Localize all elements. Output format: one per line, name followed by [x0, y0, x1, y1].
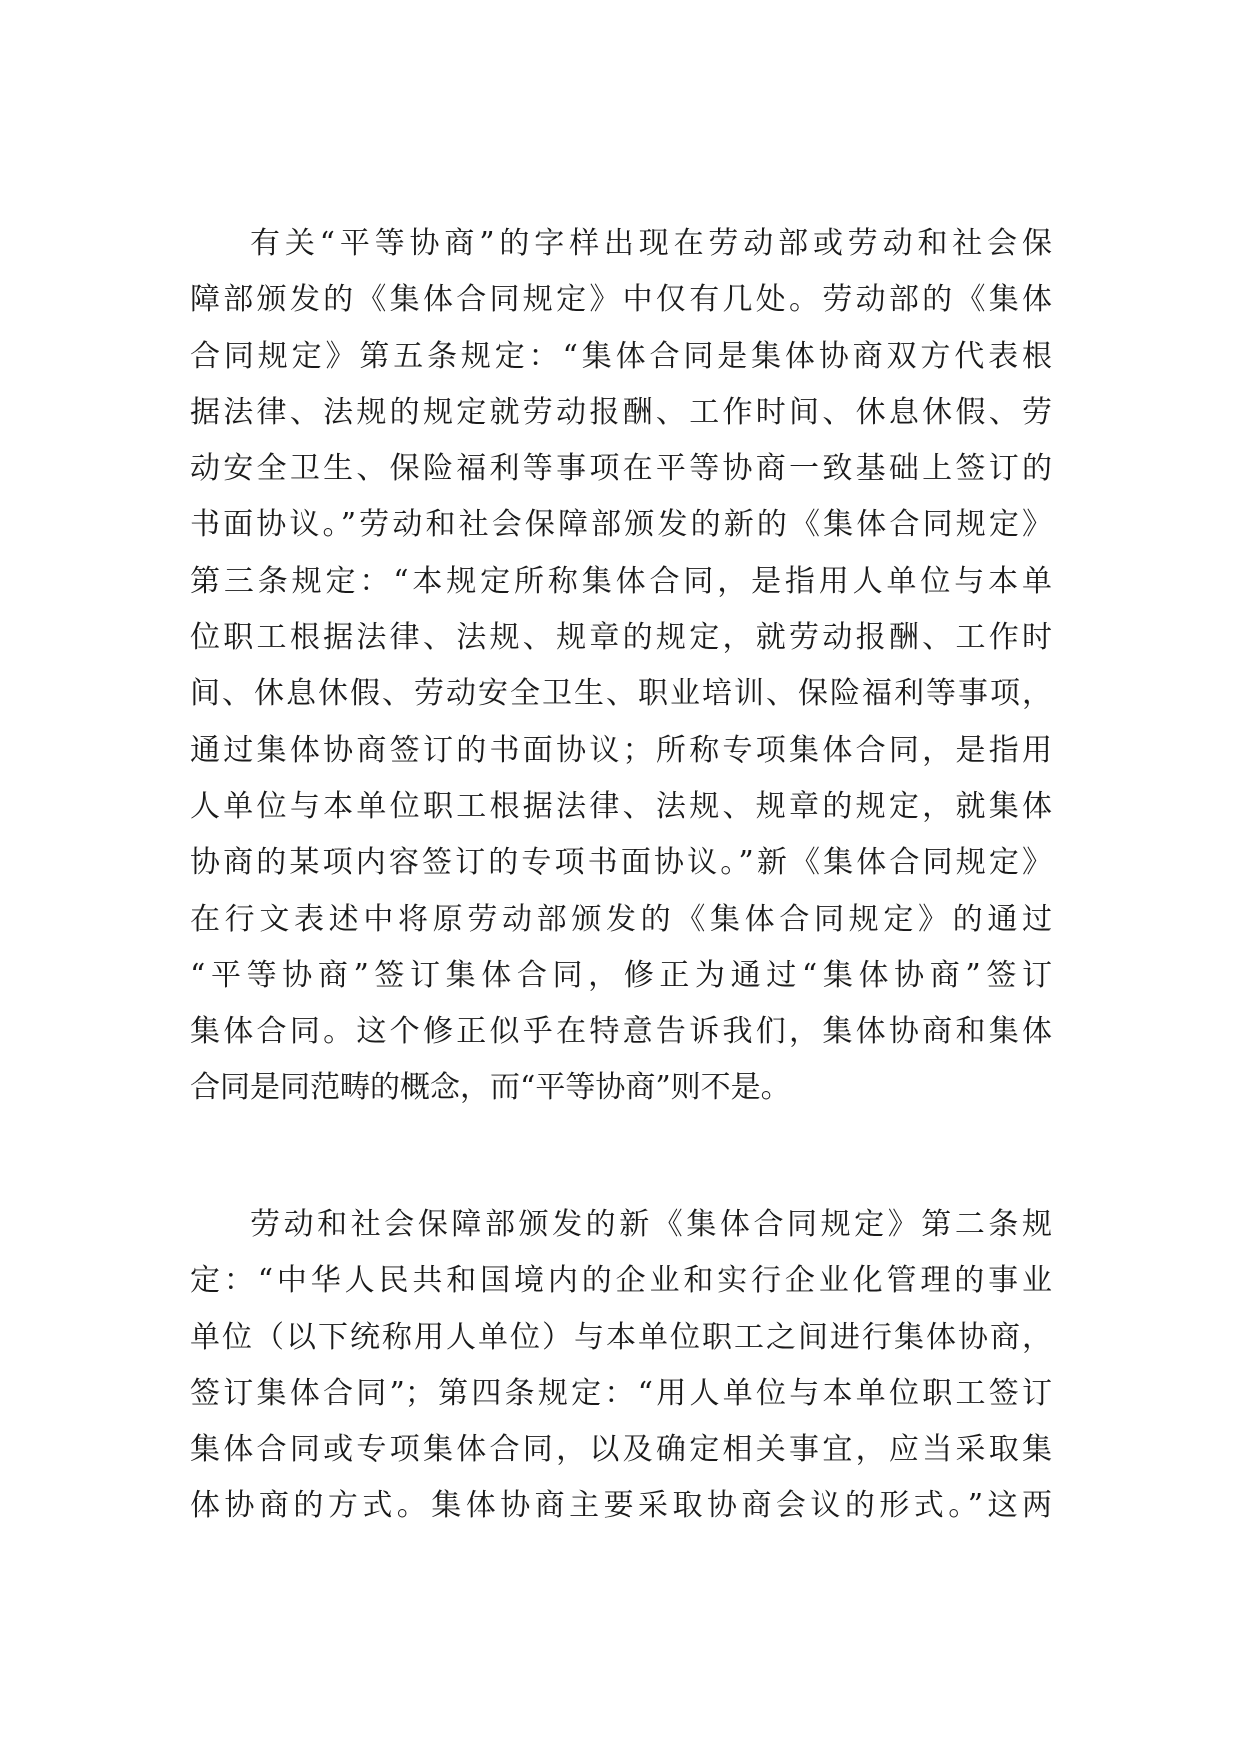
text-line: 第三条规定：“本规定所称集体合同，是指用人单位与本单 [190, 563, 1052, 599]
text-line: 人单位与本单位职工根据法律、法规、规章的规定，就集体 [190, 788, 1052, 824]
text-line: 单位（以下统称用人单位）与本单位职工之间进行集体协商， [190, 1319, 1052, 1355]
text-line: 体协商的方式。集体协商主要采取协商会议的形式。”这两 [190, 1488, 1052, 1524]
text-line: “平等协商”签订集体合同，修正为通过“集体协商”签订 [190, 957, 1052, 993]
text-line: 定：“中华人民共和国境内的企业和实行企业化管理的事业 [190, 1263, 1052, 1299]
text-line: 书面协议。”劳动和社会保障部颁发的新的《集体合同规定》 [190, 507, 1052, 543]
text-line: 合同是同范畴的概念，而“平等协商”则不是。 [190, 1070, 791, 1106]
text-line: 动安全卫生、保险福利等事项在平等协商一致基础上签订的 [190, 451, 1052, 487]
text-line: 间、休息休假、劳动安全卫生、职业培训、保险福利等事项， [190, 676, 1052, 712]
text-line: 有关“平等协商”的字样出现在劳动部或劳动和社会保 [250, 226, 1052, 261]
text-line: 障部颁发的《集体合同规定》中仅有几处。劳动部的《集体 [190, 282, 1052, 318]
paragraph-1 [190, 216, 1052, 1117]
text-line: 位职工根据法律、法规、规章的规定，就劳动报酬、工作时 [190, 620, 1052, 656]
text-line: 通过集体协商签订的书面协议；所称专项集体合同，是指用 [190, 732, 1052, 768]
text-line: 在行文表述中将原劳动部颁发的《集体合同规定》的通过 [190, 901, 1052, 937]
paragraph-2 [190, 1197, 1052, 1535]
text-line: 集体合同。这个修正似乎在特意告诉我们，集体协商和集体 [190, 1014, 1052, 1050]
text-line: 签订集体合同”；第四条规定：“用人单位与本单位职工签订 [190, 1375, 1052, 1411]
text-line: 协商的某项内容签订的专项书面协议。”新《集体合同规定》 [190, 845, 1052, 881]
text-line: 集体合同或专项集体合同，以及确定相关事宜，应当采取集 [190, 1432, 1052, 1468]
text-line: 劳动和社会保障部颁发的新《集体合同规定》第二条规 [250, 1207, 1052, 1242]
text-line: 合同规定》第五条规定：“集体合同是集体协商双方代表根 [190, 338, 1052, 374]
text-line: 据法律、法规的规定就劳动报酬、工作时间、休息休假、劳 [190, 394, 1052, 430]
